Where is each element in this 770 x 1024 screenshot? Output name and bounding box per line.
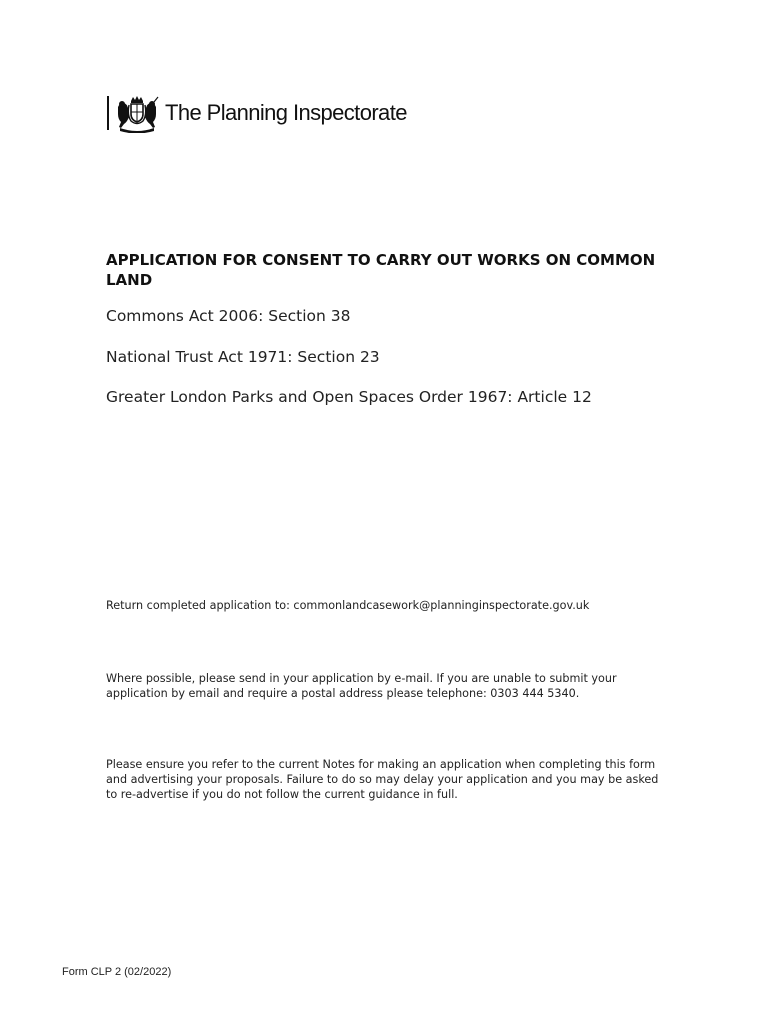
return-instruction (106, 598, 666, 613)
royal-coat-of-arms-icon (114, 95, 160, 133)
act-reference: Greater London Parks and Open Spaces Order 1967: Article 12 (106, 388, 592, 406)
organisation-name: The Planning Inspectorate (165, 100, 407, 125)
act-reference: Commons Act 2006: Section 38 (106, 307, 351, 325)
document-title: APPLICATION FOR CONSENT TO CARRY OUT WORKS ON COMMON LAND (106, 251, 656, 289)
logo-divider (107, 96, 109, 130)
return-email: commonlandcasework@planninginspectorate.gov.uk (293, 599, 590, 612)
guidance-note: Please ensure you refer to the current Notes for making an application when completing this form and advertising your proposals. Failure to do so may delay your application and you may be asked to re-advertise if you do not follow the current guidance in full. (106, 758, 659, 801)
form-reference: Form CLP 2 (02/2022) (62, 966, 172, 978)
return-label: Return completed application to: (106, 599, 294, 612)
act-reference: National Trust Act 1971: Section 23 (106, 348, 380, 366)
submission-note: Where possible, please send in your application by e-mail. If you are unable to submit your application by email and require a postal address please telephone: 0303 444 5340. (106, 672, 617, 700)
